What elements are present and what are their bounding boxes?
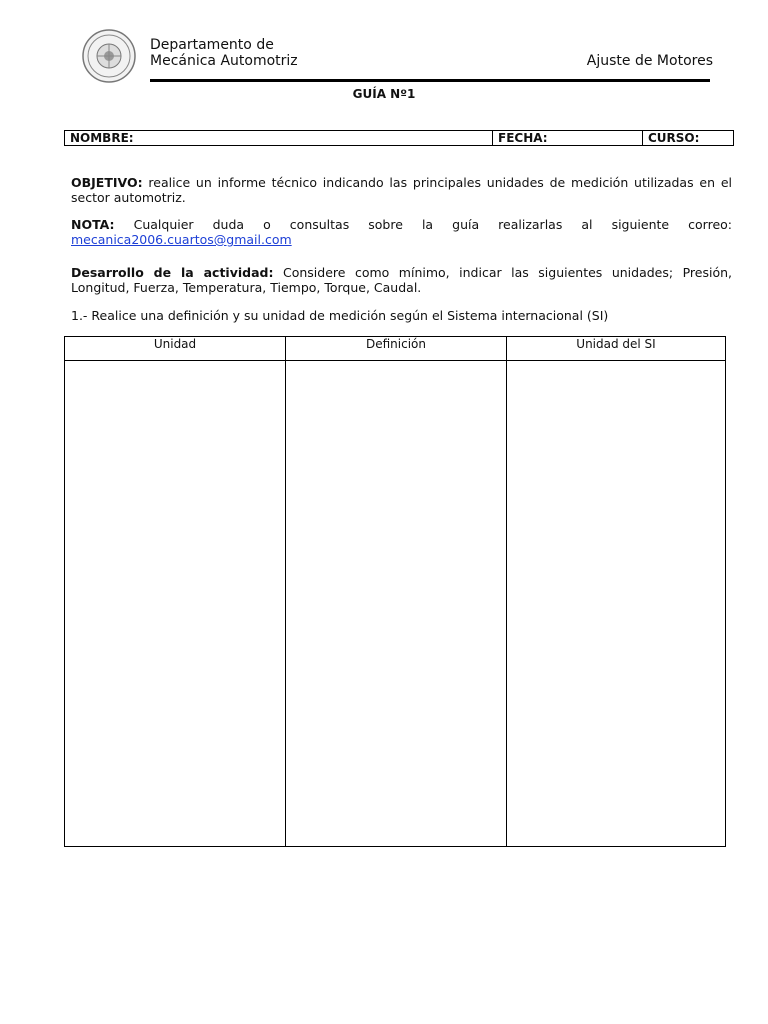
activity-label: Desarrollo de la actividad: (71, 265, 274, 280)
date-field[interactable] (492, 131, 642, 145)
unit-cell[interactable] (65, 361, 285, 846)
school-seal-icon (81, 28, 137, 84)
department-name (150, 37, 298, 69)
activity-text-line1: Considere como mínimo, indicar las siguientes unidades; Presión, (273, 265, 732, 280)
note-label: NOTA: (71, 217, 115, 232)
student-info-table (64, 130, 734, 146)
course-field[interactable] (642, 131, 733, 145)
objective-paragraph (71, 175, 732, 205)
department-line-2: Mecánica Automotriz (150, 53, 298, 69)
activity-paragraph (71, 265, 732, 295)
date-label: FECHA: (498, 131, 548, 145)
definition-cell[interactable] (285, 361, 506, 846)
objective-text-line2: sector automotriz. (71, 190, 186, 205)
column-header-unit: Unidad (65, 337, 285, 361)
question-1: 1.- Realice una definición y su unidad de medición según el Sistema internacional (SI) (71, 308, 609, 323)
header-divider (150, 79, 710, 82)
activity-text-line2: Longitud, Fuerza, Temperatura, Tiempo, Torque, Caudal. (71, 280, 422, 295)
subject-title: Ajuste de Motores (586, 53, 713, 69)
objective-text-line1: realice un informe técnico indicando las principales unidades de medición utilizadas en el (142, 175, 732, 190)
note-paragraph (71, 217, 732, 247)
department-line-1: Departamento de (150, 37, 274, 53)
objective-label: OBJETIVO: (71, 175, 143, 190)
si-unit-cell[interactable] (506, 361, 725, 846)
contact-email-link[interactable]: mecanica2006.cuartos@gmail.com (71, 232, 292, 247)
units-table (64, 336, 726, 847)
guide-title: GUÍA Nº1 (352, 87, 416, 101)
note-text: Cualquier duda o consultas sobre la guía realizarlas al siguiente correo: (114, 217, 732, 232)
course-label: CURSO: (648, 131, 700, 145)
column-header-definition: Definición (285, 337, 506, 361)
name-label: NOMBRE: (70, 131, 134, 145)
name-field[interactable] (65, 131, 492, 145)
column-header-si-unit: Unidad del SI (506, 337, 725, 361)
